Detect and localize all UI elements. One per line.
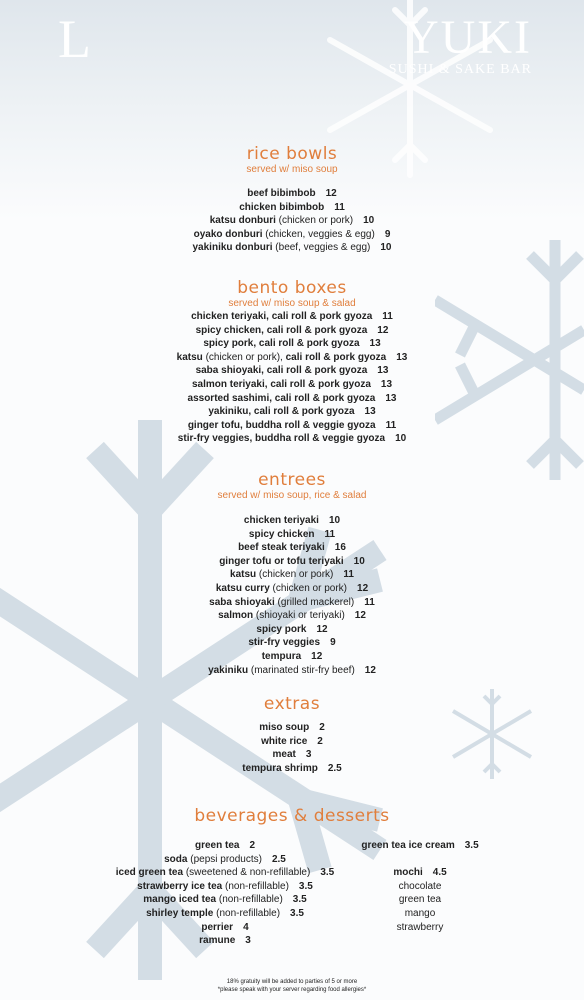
- menu-item: katsu curry (chicken or pork) 12: [215, 582, 369, 594]
- menu-item: saba shioyaki (grilled mackerel) 11: [209, 596, 375, 608]
- section-extras: [0, 694, 584, 775]
- brand-logo: YUKI: [404, 11, 532, 64]
- menu-item: soda (pepsi products) 2.5: [164, 853, 286, 865]
- menu-item: iced green tea (sweetened & non-refillable) 3.5: [115, 867, 335, 879]
- menu-item: ginger tofu, buddha roll & veggie gyoza 11: [187, 419, 397, 431]
- section-bento-boxes: [0, 278, 584, 446]
- menu-item: beef steak teriyaki 16: [238, 542, 346, 554]
- menu-item: yakiniku donburi (beef, veggies & egg) 10: [192, 242, 392, 254]
- menu-item: ginger tofu or tofu teriyaki 10: [219, 555, 365, 567]
- menu-item: white rice 2: [261, 735, 323, 747]
- flavor-option: green tea: [398, 894, 442, 906]
- menu-item: beef bibimbob 12: [247, 188, 337, 199]
- section-subtitle: served w/ miso soup & salad: [228, 298, 356, 309]
- section-title: beverages & desserts: [194, 806, 390, 826]
- footer-note: [0, 978, 584, 994]
- section-title: entrees: [258, 470, 326, 490]
- menu-item: katsu (chicken or pork), cali roll & pork gyoza 13: [176, 351, 408, 363]
- menu-item: katsu donburi (chicken or pork) 10: [209, 215, 375, 227]
- menu-item: chicken teriyaki 10: [243, 515, 341, 526]
- menu-item: miso soup 2: [259, 722, 325, 733]
- section-subtitle: served w/ miso soup, rice & salad: [217, 490, 367, 501]
- menu-item: stir-fry veggies, buddha roll & veggie gyoza 10: [177, 433, 407, 445]
- menu-item: green tea ice cream 3.5: [361, 840, 479, 851]
- menu-item: chicken bibimbob 11: [239, 201, 345, 213]
- menu-item: assorted sashimi, cali roll & pork gyoza 13: [187, 392, 397, 404]
- flavor-option: chocolate: [398, 880, 442, 892]
- menu-item: spicy pork, cali roll & pork gyoza 13: [203, 338, 381, 350]
- logo-letter: L: [58, 9, 91, 69]
- section-rice-bowls: [0, 144, 584, 255]
- menu-item-spacer: [350, 853, 490, 867]
- menu-item: katsu (chicken or pork) 11: [230, 569, 354, 581]
- flavor-option: strawberry: [396, 921, 444, 933]
- menu-item: stir-fry veggies 9: [248, 637, 336, 649]
- section-subtitle: served w/ miso soup: [246, 164, 338, 175]
- section-entrees: [0, 470, 584, 677]
- menu-item: mochi 4.5: [393, 867, 447, 879]
- menu-item: tempura shrimp 2.5: [242, 762, 342, 774]
- section-beverages-desserts: [0, 806, 584, 826]
- gratuity-note: 18% gratuity will be added to parties of 5 or more: [226, 979, 358, 985]
- menu-item: salmon (shioyaki or teriyaki) 12: [218, 610, 366, 622]
- section-title: rice bowls: [246, 144, 338, 164]
- menu-item: yakiniku (marinated stir-fry beef) 12: [208, 664, 376, 676]
- section-title: extras: [263, 694, 321, 714]
- menu-item: yakiniku, cali roll & pork gyoza 13: [208, 406, 376, 418]
- beverages-column: [100, 839, 350, 948]
- desserts-column: [350, 839, 490, 934]
- menu-item: ramune 3: [199, 935, 251, 947]
- menu-item: mango iced tea (non-refillable) 3.5: [143, 894, 307, 906]
- section-title: bento boxes: [237, 278, 347, 298]
- menu-item: chicken teriyaki, cali roll & pork gyoza 11: [191, 311, 393, 322]
- menu-item: saba shioyaki, cali roll & pork gyoza 13: [195, 365, 389, 377]
- menu-item: salmon teriyaki, cali roll & pork gyoza 13: [191, 378, 393, 390]
- menu-item: oyako donburi (chicken, veggies & egg) 9: [193, 228, 391, 240]
- menu-item: tempura 12: [261, 650, 323, 662]
- brand-tagline: SUSHI & SAKE BAR: [388, 62, 532, 77]
- flavor-option: mango: [404, 907, 436, 919]
- menu-item: perrier 4: [201, 921, 249, 933]
- menu-item: green tea 2: [194, 840, 256, 851]
- menu-item: strawberry ice tea (non-refillable) 3.5: [137, 880, 313, 892]
- allergy-note: *please speak with your server regarding food allergies*: [217, 987, 367, 993]
- menu-item: spicy chicken 11: [248, 528, 336, 540]
- menu-item: spicy chicken, cali roll & pork gyoza 12: [195, 324, 389, 336]
- menu-item: shirley temple (non-refillable) 3.5: [146, 907, 304, 919]
- menu-item: spicy pork 12: [256, 623, 328, 635]
- menu-item: meat 3: [272, 749, 312, 761]
